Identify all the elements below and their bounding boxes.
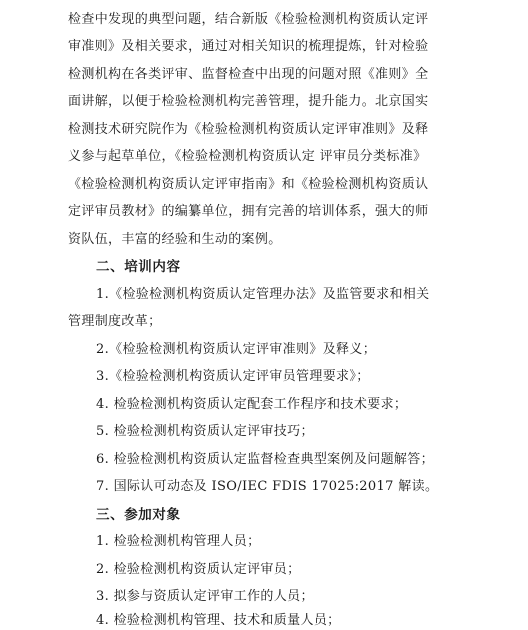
list-item: 5. 检验检测机构资质认定评审技巧；: [96, 424, 314, 439]
intro-line: 面讲解，以便于检验检测机构完善管理，提升能力。北京国实: [68, 94, 429, 109]
list-item: 3.《检验检测机构资质认定评审员管理要求》；: [96, 369, 370, 384]
section-heading-participants: 三、参加对象: [96, 507, 181, 523]
list-item: 6. 检验检测机构资质认定监督检查典型案例及问题解答；: [96, 452, 434, 467]
list-item: 4. 检验检测机构资质认定配套工作程序和技术要求；: [96, 397, 408, 412]
list-item: 1.《检验检测机构资质认定管理办法》及监管要求和相关: [96, 287, 430, 302]
list-item: 2. 检验检测机构资质认定评审员；: [96, 562, 301, 577]
list-item: 1. 检验检测机构管理人员；: [96, 534, 261, 549]
list-item: 3. 拟参与资质认定评审工作的人员；: [96, 589, 314, 604]
list-item: 7. 国际认可动态及 ISO/IEC FDIS 17025:2017 解读。: [96, 479, 439, 494]
intro-line: 检查中发现的典型问题，结合新版《检验检测机构资质认定评: [68, 12, 429, 27]
intro-line: 资队伍，丰富的经验和生动的案例。: [68, 232, 282, 247]
section-heading-training-content: 二、培训内容: [96, 259, 181, 275]
list-item-continuation: 管理制度改革；: [68, 314, 162, 329]
list-item: 4. 检验检测机构管理、技术和质量人员；: [96, 613, 341, 628]
intro-line: 检测技术研究院作为《检验检测机构资质认定评审准则》及释: [68, 122, 429, 137]
intro-line: 义参与起草单位，《检验检测机构资质认定 评审员分类标准》: [68, 149, 427, 164]
list-item: 2.《检验检测机构资质认定评审准则》及释义；: [96, 342, 377, 357]
intro-line: 审准则》及相关要求，通过对相关知识的梳理提炼，针对检验: [68, 39, 429, 54]
intro-line: 《检验检测机构资质认定评审指南》和《检验检测机构资质认: [68, 177, 429, 192]
intro-line: 检测机构在各类评审、监督检查中出现的问题对照《准则》全: [68, 67, 429, 82]
intro-line: 定评审员教材》的编纂单位，拥有完善的培训体系，强大的师: [68, 204, 429, 219]
